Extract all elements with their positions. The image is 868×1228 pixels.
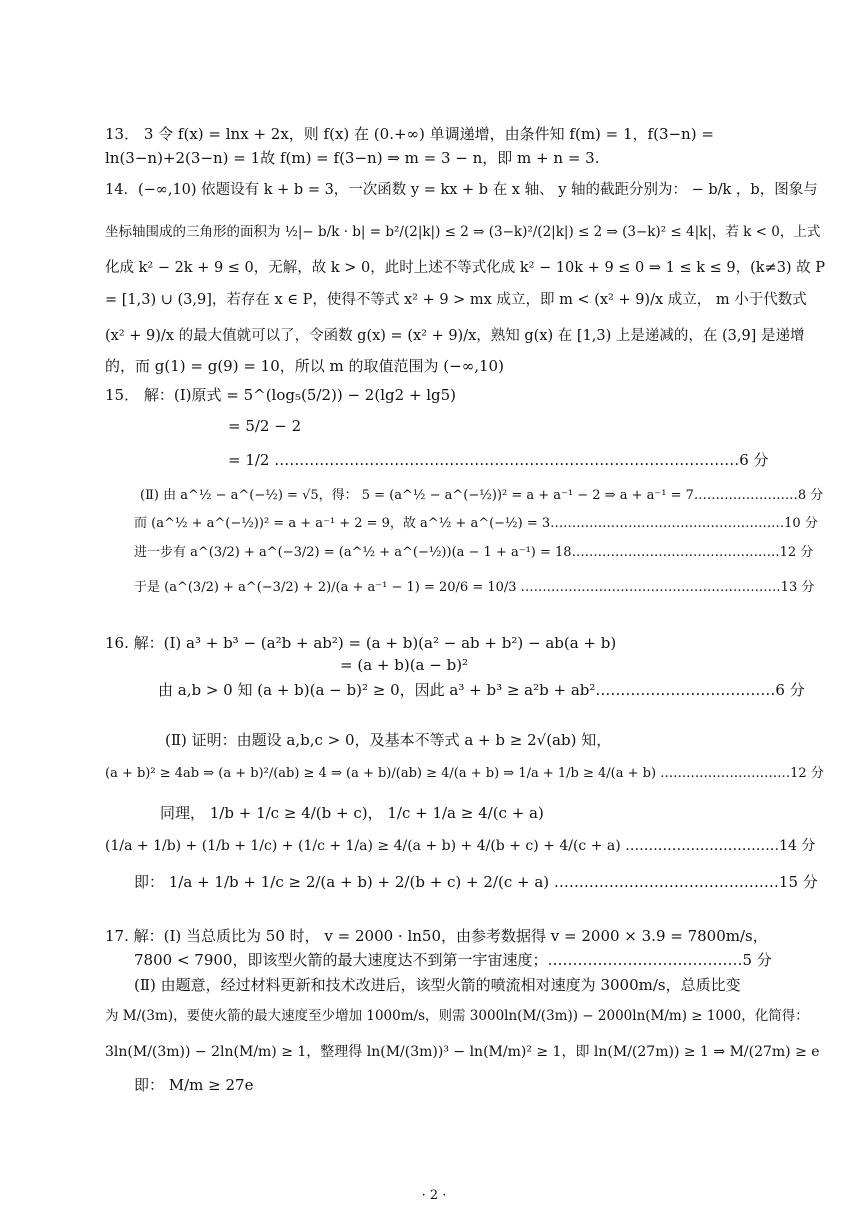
text-line: 13． 3 令 f(x) = lnx + 2x，则 f(x) 在 (0.+∞) 单调递增，由条件知 f(m) = 1，f(3−n) = bbox=[105, 125, 714, 143]
text-line: (Ⅱ) 证明：由题设 a,b,c > 0，及基本不等式 a + b ≥ 2√(ab) 知， bbox=[165, 731, 612, 749]
text-line: (x² + 9)/x 的最大值就可以了，令函数 g(x) = (x² + 9)/x，熟知 g(x) 在 [1,3) 上是递减的，在 (3,9] 是递增 bbox=[105, 328, 805, 344]
text-line: 3ln(M/(3m)) − 2ln(M/m) ≥ 1，整理得 ln(M/(3m))³ − ln(M/m)² ≥ 1，即 ln(M/(27m)) ≥ 1 ⇒ M/(27m) ≥ e bbox=[105, 1044, 820, 1060]
text-line: (1/a + 1/b) + (1/b + 1/c) + (1/c + 1/a) ≥ 4/(a + b) + 4/(b + c) + 4/(c + a) ……………………………14 分 bbox=[105, 838, 816, 854]
text-line: (Ⅱ) 由题意，经过材料更新和技术改进后，该型火箭的喷流相对速度为 3000m/s，总质比变 bbox=[134, 976, 741, 994]
text-line: 即： 1/a + 1/b + 1/c ≥ 2/(a + b) + 2/(b + c) + 2/(c + a) ………………………………………15 分 bbox=[134, 873, 818, 891]
text-line: (a + b)² ≥ 4ab ⇒ (a + b)²/(ab) ≥ 4 ⇒ (a + b)/(ab) ≥ 4/(a + b) ⇒ 1/a + 1/b ≥ 4/(a + b) …………………………12 分 bbox=[105, 766, 824, 781]
text-line: 坐标轴围成的三角形的面积为 ½|− b/k · b| = b²/(2|k|) ≤ 2 ⇒ (3−k)²/(2|k|) ≤ 2 ⇒ (3−k)² ≤ 4|k|，若 k < 0，上式 bbox=[105, 224, 821, 240]
text-line: = 1/2 …………………………………………………………………………………6 分 bbox=[228, 451, 769, 469]
page-number: · 2 · bbox=[421, 1188, 447, 1203]
text-line: = (a + b)(a − b)² bbox=[340, 656, 469, 674]
text-line: 而 (a^½ + a^(−½))² = a + a⁻¹ + 2 = 9，故 a^½ + a^(−½) = 3………………………………………………10 分 bbox=[134, 516, 818, 531]
text-line: 7800 < 7900，即该型火箭的最大速度达不到第一宇宙速度；…………………………………5 分 bbox=[134, 951, 772, 969]
text-line: 14．(−∞,10) 依题设有 k + b = 3，一次函数 y = kx + b 在 x 轴、 y 轴的截距分别为： − b/k ，b，图象与 bbox=[105, 182, 818, 198]
text-line: 进一步有 a^(3/2) + a^(−3/2) = (a^½ + a^(−½))(a − 1 + a⁻¹) = 18…………………………………………12 分 bbox=[134, 545, 814, 560]
text-line: 15． 解：(Ⅰ)原式 = 5^(log₅(5/2)) − 2(lg2 + lg5) bbox=[105, 386, 457, 404]
text-line: 即： M/m ≥ 27e bbox=[134, 1076, 254, 1094]
text-line: 化成 k² − 2k + 9 ≤ 0，无解，故 k > 0，此时上述不等式化成 k² − 10k + 9 ≤ 0 ⇒ 1 ≤ k ≤ 9，(k≠3) 故 P bbox=[105, 260, 826, 276]
text-line: 17. 解：(Ⅰ) 当总质比为 50 时， v = 2000 · ln50，由参考数据得 v = 2000 × 3.9 = 7800m/s， bbox=[105, 927, 768, 945]
text-line: 为 M/(3m)，要使火箭的最大速度至少增加 1000m/s，则需 3000ln(M/(3m)) − 2000ln(M/m) ≥ 1000，化简得： bbox=[105, 1008, 809, 1024]
text-line: 同理， 1/b + 1/c ≥ 4/(b + c)， 1/c + 1/a ≥ 4/(c + a) bbox=[160, 804, 544, 822]
text-line: 的，而 g(1) = g(9) = 10，所以 m 的取值范围为 (−∞,10) bbox=[105, 357, 504, 375]
text-line: 于是 (a^(3/2) + a^(−3/2) + 2)/(a + a⁻¹ − 1) = 20/6 = 10/3 ……………………………………………………13 分 bbox=[134, 580, 815, 595]
text-line: = [1,3) ∪ (3,9]，若存在 x ∈ P，使得不等式 x² + 9 > mx 成立，即 m < (x² + 9)/x 成立， m 小于代数式 bbox=[105, 292, 807, 308]
text-line: 16. 解：(Ⅰ) a³ + b³ − (a²b + ab²) = (a + b)(a² − ab + b²) − ab(a + b) bbox=[105, 634, 617, 652]
text-line: (Ⅱ) 由 a^½ − a^(−½) = √5，得： 5 = (a^½ − a^(−½))² = a + a⁻¹ − 2 ⇒ a + a⁻¹ = 7……………………8 分 bbox=[140, 488, 824, 503]
text-line: 由 a,b > 0 知 (a + b)(a − b)² ≥ 0，因此 a³ + b³ ≥ a²b + ab²………………………………6 分 bbox=[158, 681, 805, 699]
text-line: ln(3−n)+2(3−n) = 1故 f(m) = f(3−n) ⇒ m = 3 − n，即 m + n = 3. bbox=[105, 149, 600, 167]
text-line: = 5/2 − 2 bbox=[228, 417, 302, 435]
